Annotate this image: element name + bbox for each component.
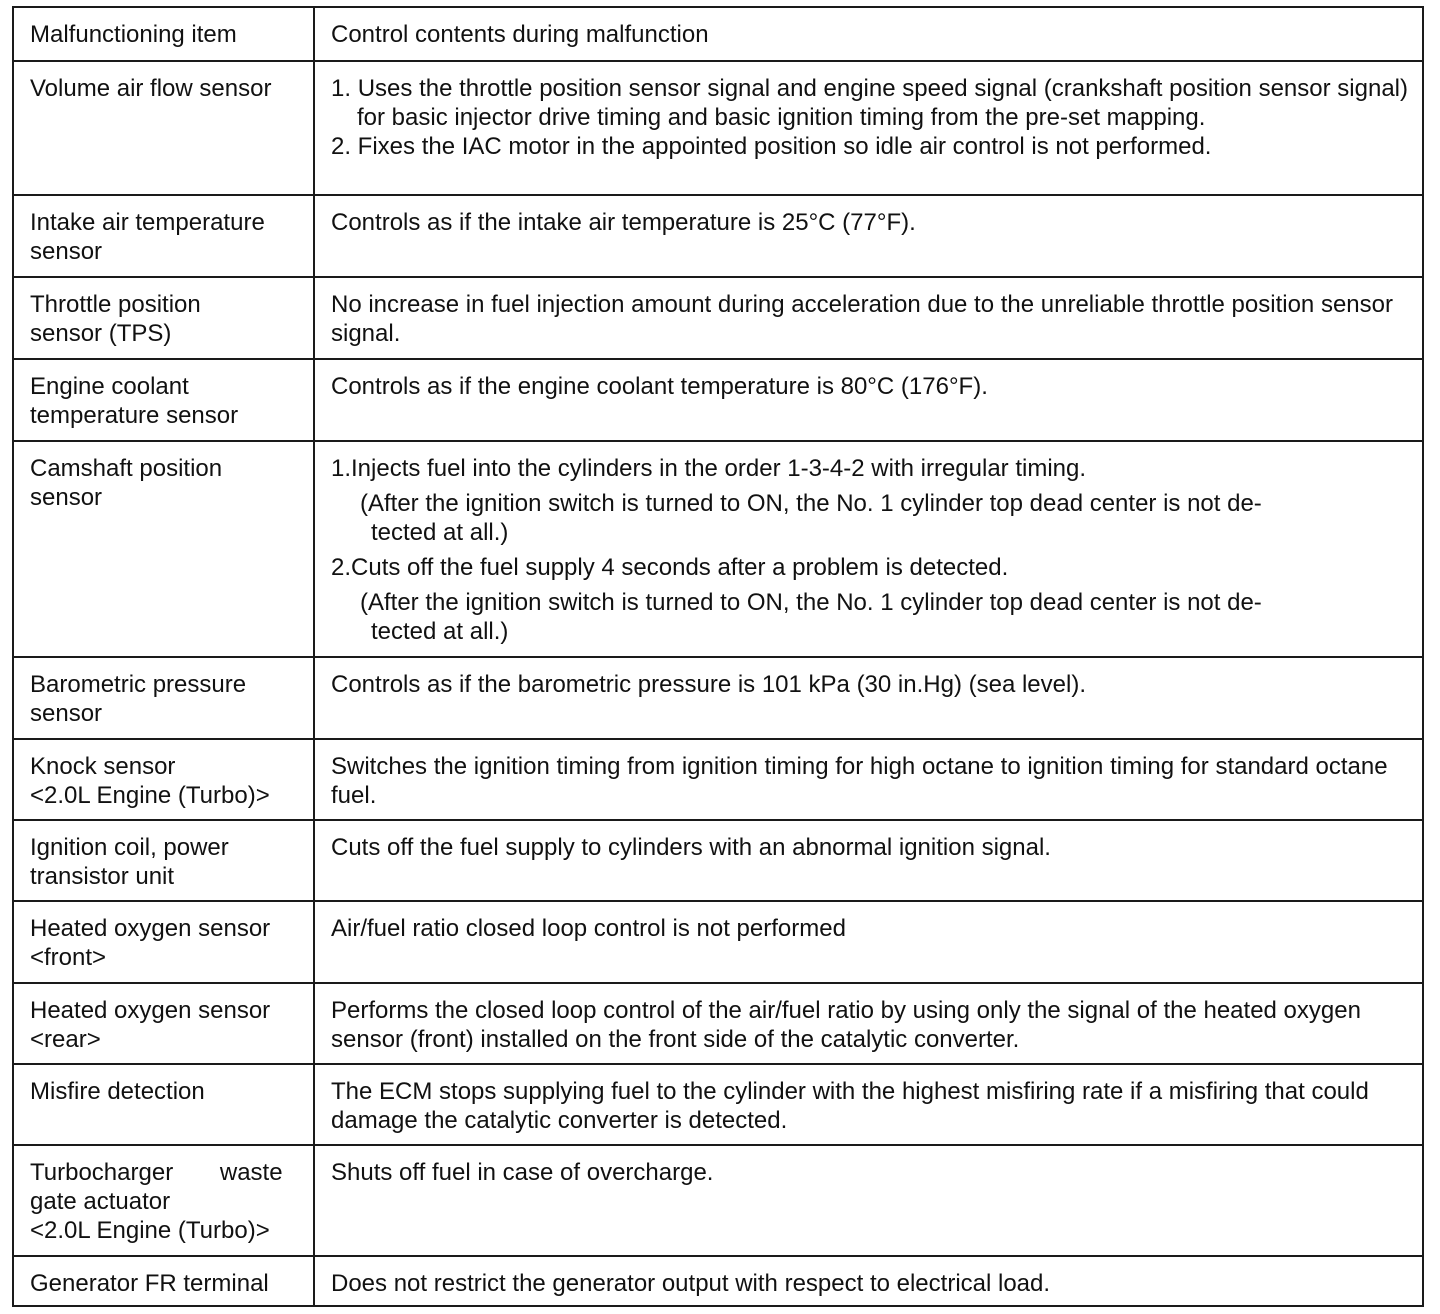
row-item-cell: Heated oxygen sensor <front>	[13, 901, 314, 983]
row-item-cell: Volume air flow sensor	[13, 61, 314, 195]
row-content-cell	[314, 61, 1423, 195]
row-content-cell	[314, 820, 1423, 901]
row-content-cell	[314, 1064, 1423, 1145]
table-row	[13, 277, 1423, 359]
table-row	[13, 441, 1423, 657]
content-line: Shuts off fuel in case of overcharge.	[331, 1159, 714, 1186]
table-row	[13, 820, 1423, 901]
row-item-cell: Camshaft position sensor	[13, 441, 314, 657]
content-line: Switches the ignition timing from ignition timing for high octane to ignition timing for standard octane fuel.	[331, 753, 1388, 809]
content-line: Controls as if the intake air temperature is 25°C (77°F).	[331, 209, 916, 236]
table-header-row	[13, 7, 1423, 61]
malfunction-control-table	[12, 6, 1424, 1307]
table-row	[13, 739, 1423, 820]
content-line: The ECM stops supplying fuel to the cylinder with the highest misfiring rate if a misfiring that could damage the catalytic converter is detected.	[331, 1078, 1369, 1134]
table-row	[13, 1145, 1423, 1256]
content-line: Does not restrict the generator output with respect to electrical load.	[331, 1270, 1051, 1297]
table-row	[13, 983, 1423, 1064]
row-content-cell	[314, 1145, 1423, 1256]
header-malfunctioning-item: Malfunctioning item	[13, 7, 314, 61]
content-line: Controls as if the engine coolant temperature is 80°C (176°F).	[331, 373, 988, 400]
row-item-cell: Ignition coil, power transistor unit	[13, 820, 314, 901]
content-line: 1. Uses the throttle position sensor signal and engine speed signal (crankshaft position sensor signal) for basic injector drive timing and basic ignition timing from the pre-set mapping.	[331, 75, 1408, 131]
content-line: Controls as if the barometric pressure is 101 kPa (30 in.Hg) (sea level).	[331, 671, 1086, 698]
row-item-cell: Throttle position sensor (TPS)	[13, 277, 314, 359]
row-content-cell	[314, 1256, 1423, 1306]
row-item-cell: Heated oxygen sensor <rear>	[13, 983, 314, 1064]
row-content-cell	[314, 901, 1423, 983]
row-item-cell: Generator FR terminal	[13, 1256, 314, 1306]
row-item-cell: Knock sensor <2.0L Engine (Turbo)>	[13, 739, 314, 820]
row-content-cell	[314, 657, 1423, 739]
row-item-cell: Intake air temperature sensor	[13, 195, 314, 277]
row-item-cell: Engine coolant temperature sensor	[13, 359, 314, 441]
row-item-cell: Barometric pressure sensor	[13, 657, 314, 739]
content-line: Air/fuel ratio closed loop control is not performed	[331, 915, 846, 942]
content-line: 2.Cuts off the fuel supply 4 seconds after a problem is detected.	[331, 554, 1009, 581]
header-control-contents: Control contents during malfunction	[314, 7, 1423, 61]
content-line: Cuts off the fuel supply to cylinders with an abnormal ignition signal.	[331, 834, 1051, 861]
content-note: (After the ignition switch is turned to ON, the No. 1 cylinder top dead center is not de- tected at all.)	[360, 490, 1262, 546]
content-line: No increase in fuel injection amount during acceleration due to the unreliable throttle position sensor signal.	[331, 291, 1393, 347]
table-row	[13, 1256, 1423, 1306]
content-note: (After the ignition switch is turned to ON, the No. 1 cylinder top dead center is not de- tected at all.)	[360, 589, 1262, 645]
row-item-cell: Turbocharger waste gate actuator <2.0L Engine (Turbo)>	[13, 1145, 314, 1256]
table-row	[13, 359, 1423, 441]
row-content-cell	[314, 441, 1423, 657]
content-line: Performs the closed loop control of the air/fuel ratio by using only the signal of the heated oxygen sensor (front) installed on the front side of the catalytic converter.	[331, 997, 1361, 1053]
table-row	[13, 1064, 1423, 1145]
row-item-cell: Misfire detection	[13, 1064, 314, 1145]
row-content-cell	[314, 359, 1423, 441]
row-content-cell	[314, 739, 1423, 820]
row-content-cell	[314, 983, 1423, 1064]
table-row	[13, 901, 1423, 983]
row-content-cell	[314, 277, 1423, 359]
content-line: 1.Injects fuel into the cylinders in the order 1-3-4-2 with irregular timing.	[331, 455, 1087, 482]
row-content-cell	[314, 195, 1423, 277]
table-row	[13, 61, 1423, 195]
table-row	[13, 657, 1423, 739]
content-line: 2. Fixes the IAC motor in the appointed position so idle air control is not performed.	[331, 133, 1212, 160]
table-row	[13, 195, 1423, 277]
